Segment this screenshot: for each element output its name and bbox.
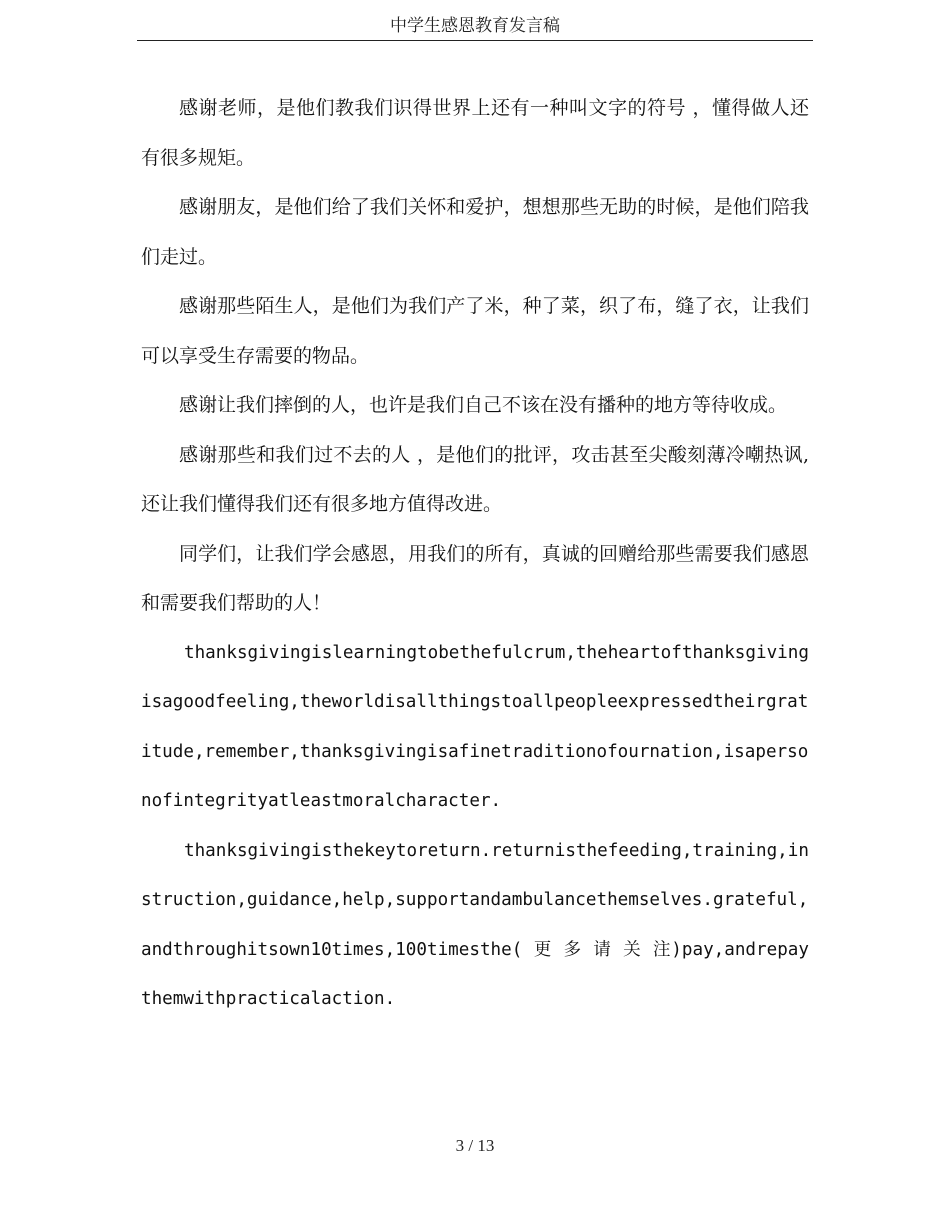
paragraph-thank-those-who-tripped-us: 感谢让我们摔倒的人，也许是我们自己不该在没有播种的地方等待收成。 [179, 394, 788, 416]
paragraph-thank-strangers: 感谢那些陌生人，是他们为我们产了米，种了菜，织了布，缝了衣，让我们可以享受生存需要的物品。 [141, 295, 809, 367]
document-body [141, 84, 809, 1025]
paragraph-thank-critics: 感谢那些和我们过不去的人 ，是他们的批评，攻击甚至尖酸刻薄冷嘲热讽,还让我们懂得我们还有很多地方值得改进。 [141, 443, 809, 515]
paragraph-english-thanksgiving-return: thanksgivingisthekeytoreturn.returnisthefeeding,training,instruction,guidance,help,supportandambulancethemselves.grateful,andthroughitsown10times,100timesthe( 更 多 请 关 注)pay,andrepaythemwithpracticalaction. [141, 840, 809, 1009]
page-header [137, 12, 813, 41]
paragraph-thank-teachers: 感谢老师，是他们教我们识得世界上还有一种叫文字的符号 ，懂得做人还有很多规矩。 [141, 97, 809, 169]
paragraph-call-to-classmates: 同学们，让我们学会感恩，用我们的所有，真诚的回赠给那些需要我们感恩和需要我们帮助的人！ [141, 542, 809, 614]
page-footer [0, 1136, 950, 1156]
page-number: 3 / 13 [455, 1136, 495, 1155]
paragraph-thank-friends: 感谢朋友，是他们给了我们关怀和爱护，想想那些无助的时候，是他们陪我们走过。 [141, 196, 809, 268]
document-title: 中学生感恩教育发言稿 [390, 16, 560, 36]
paragraph-english-thanksgiving-fulcrum: thanksgivingislearningtobethefulcrum,theheartofthanksgivingisagoodfeeling,theworldisallthingstoallpeopleexpressedtheirgratitude,remember,thanksgivingisafinetraditionofournation,isapersonofintegrityatleastmoralcharacter. [141, 642, 809, 811]
